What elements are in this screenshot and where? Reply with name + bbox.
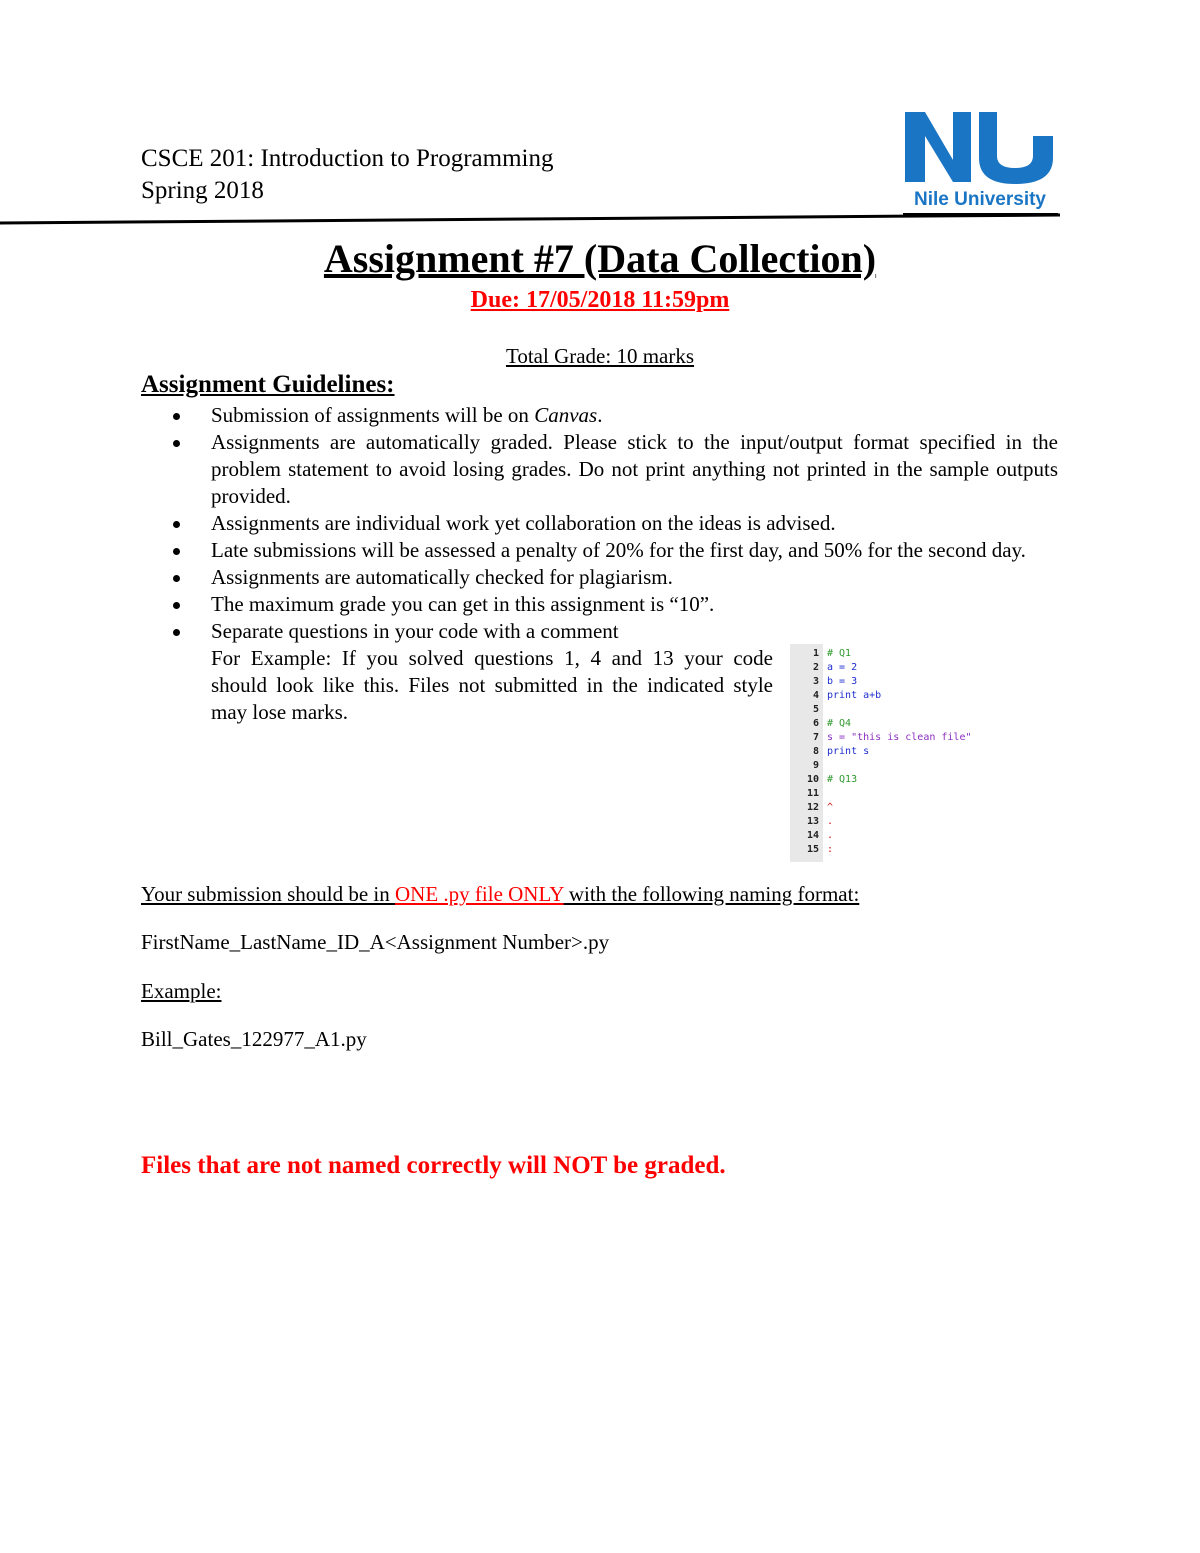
naming-format: FirstName_LastName_ID_A<Assignment Number>.py	[141, 930, 610, 954]
code-line: print s	[827, 746, 870, 757]
header-rule	[0, 210, 1060, 230]
example-paragraph: For Example: If you solved questions 1, 4 and 13 your code should look like this. Files not submitted in the indicated style may lose marks.	[211, 646, 773, 724]
code-line: s = "this is clean file"	[827, 732, 972, 743]
total-grade: Total Grade: 10 marks	[505, 344, 695, 368]
list-item: Separate questions in your code with a comment For Example: If you solved questions 1, 4 and 13 your code should look like this. Files not submitted in the indicated style may lose marks.	[141, 618, 773, 726]
code-line: ^	[827, 802, 834, 813]
course-header	[141, 143, 554, 207]
list-item: Assignments are automatically checked for plagiarism.	[141, 564, 1058, 591]
code-line: # Q1	[827, 648, 852, 659]
logo-text: Nile University	[914, 189, 1046, 210]
course-title: CSCE 201: Introduction to Programming	[141, 145, 554, 172]
code-line-number: 13	[806, 816, 819, 827]
code-line-number: 1	[812, 648, 819, 659]
code-line-number: 15	[806, 844, 819, 855]
code-line-number: 10	[806, 774, 819, 785]
code-line: print a+b	[827, 690, 882, 701]
list-item: Late submissions will be assessed a penalty of 20% for the first day, and 50% for the second day.	[141, 537, 1058, 564]
code-line-number: 9	[812, 760, 819, 771]
code-sample-image	[790, 644, 1030, 862]
code-line-number: 12	[806, 802, 819, 813]
naming-warning: Files that are not named correctly will NOT be graded.	[141, 1152, 726, 1179]
example-label: Example:	[141, 979, 222, 1003]
assignment-title: Assignment #7 (Data Collection)	[323, 236, 877, 281]
due-date: Due: 17/05/2018 11:59pm	[470, 287, 730, 313]
course-term: Spring 2018	[141, 177, 264, 204]
list-item: The maximum grade you can get in this assignment is “10”.	[141, 591, 1058, 618]
code-line-number: 3	[812, 676, 819, 687]
example-filename: Bill_Gates_122977_A1.py	[141, 1027, 367, 1051]
code-line: a = 2	[827, 662, 858, 673]
code-line-number: 4	[812, 690, 819, 701]
logo-n-shape	[905, 112, 971, 182]
list-item: Assignments are individual work yet collaboration on the ideas is advised.	[141, 510, 1058, 537]
code-line-number: 5	[812, 704, 819, 715]
list-item: Assignments are automatically graded. Please stick to the input/output format specified in the problem statement to avoid losing grades. Do not print anything not printed in the sample outputs provided.	[141, 429, 1058, 510]
submission-instruction: Your submission should be in ONE .py file ONLY with the following naming format:	[141, 882, 860, 906]
one-file-highlight: ONE .py file ONLY	[395, 882, 564, 906]
code-line-number: 11	[806, 788, 819, 799]
list-item: Submission of assignments will be on Canvas.	[141, 402, 1058, 429]
code-line-number: 2	[812, 662, 819, 673]
code-line-number: 7	[812, 732, 819, 743]
code-line-number: 6	[812, 718, 819, 729]
code-line: .	[827, 816, 834, 827]
code-line-number: 14	[806, 830, 819, 841]
code-line: :	[827, 844, 834, 855]
code-line-number: 8	[812, 746, 819, 757]
logo-u-shape	[979, 112, 1053, 184]
code-line: # Q4	[827, 718, 852, 729]
code-line: b = 3	[827, 676, 858, 687]
nile-university-logo	[903, 108, 1058, 216]
guidelines-heading: Assignment Guidelines:	[141, 371, 395, 398]
code-line: .	[827, 830, 834, 841]
code-line: # Q13	[827, 774, 858, 785]
canvas-word: Canvas	[534, 403, 598, 427]
